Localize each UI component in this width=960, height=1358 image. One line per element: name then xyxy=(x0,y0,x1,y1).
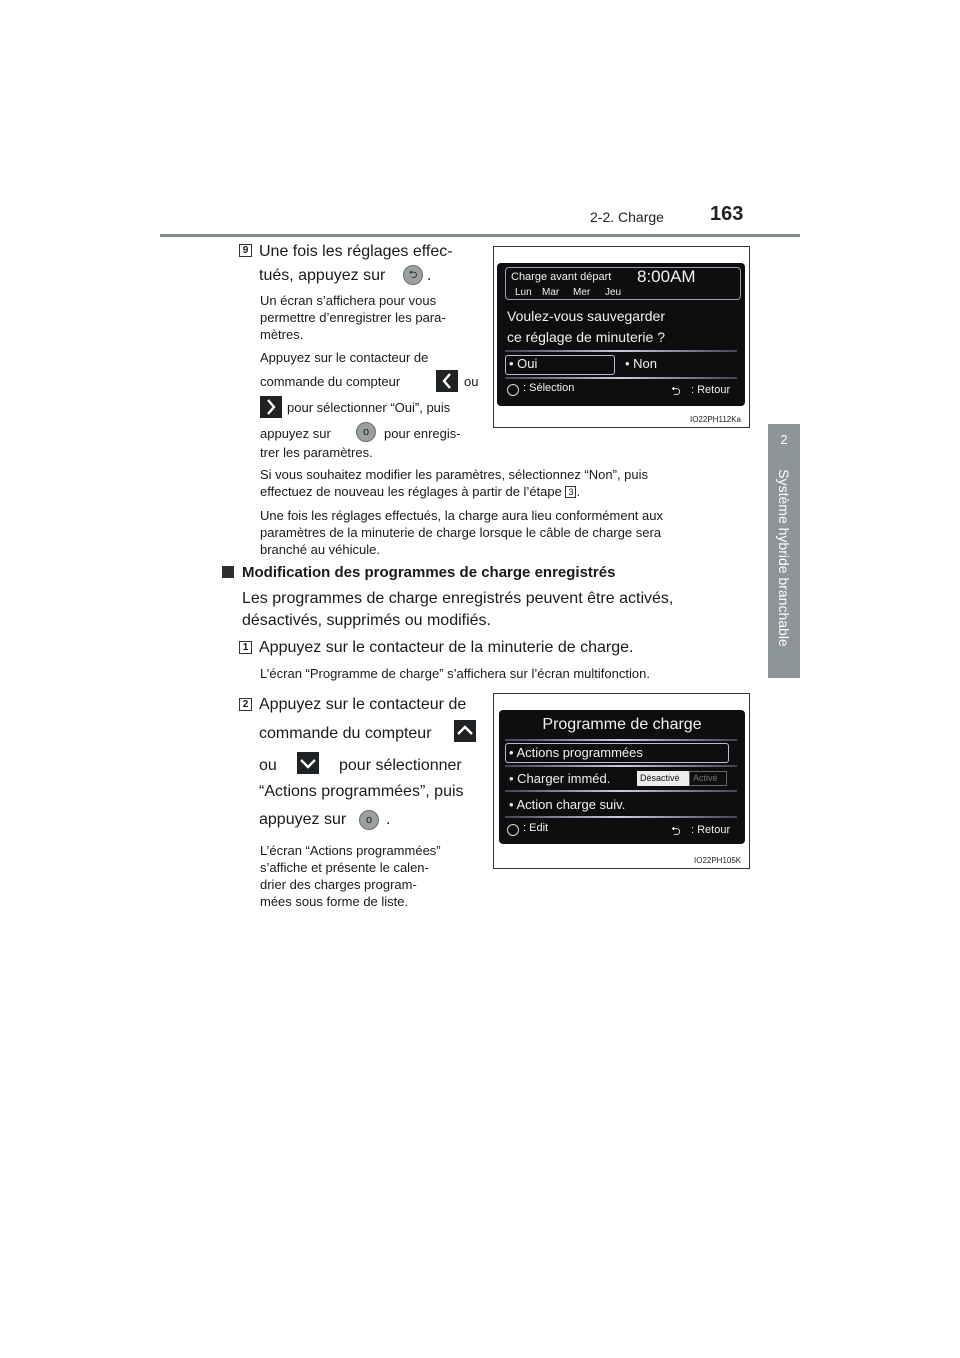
screen2-footer-back: : Retour xyxy=(691,824,731,836)
step2-note-line1: L’écran “Actions programmées” xyxy=(260,843,441,858)
screen1-day-2: Mar xyxy=(542,287,560,298)
screen1-option-yes: • Oui xyxy=(509,356,538,371)
return-arrow-icon: ⮌ xyxy=(671,824,681,838)
step-number-9: 9 xyxy=(239,244,252,257)
step9-line2-end: . xyxy=(427,267,432,284)
screen1-day-4: Jeu xyxy=(605,287,622,298)
chevron-up-icon xyxy=(454,720,476,742)
back-arrow-icon: ⮌ xyxy=(403,265,423,285)
screen2-title: Programme de charge xyxy=(542,716,702,733)
step2-note-line3: drier des charges program- xyxy=(260,877,417,892)
step2-line4: “Actions programmées”, puis xyxy=(259,783,464,800)
step-number-2: 2 xyxy=(239,698,252,711)
step-number-1: 1 xyxy=(239,641,252,654)
screen1-day-1: Lun xyxy=(515,287,532,298)
section-intro-line1: Les programmes de charge enregistrés peuvent être activés, xyxy=(242,590,674,607)
multi-info-display xyxy=(499,710,745,844)
multi-info-display xyxy=(497,263,745,406)
header-rule xyxy=(160,234,800,237)
step9-para2-or: ou xyxy=(464,374,479,389)
section-heading: Modification des programmes de charge enregistrés xyxy=(242,564,616,581)
step9-para3-line1: Si vous souhaitez modifier les paramètres, sélectionnez “Non”, puis xyxy=(260,467,649,482)
step9-para2-line2: commande du compteur xyxy=(260,374,401,389)
screen1-question-line1: Voulez-vous sauvegarder xyxy=(507,308,665,324)
screen2-code: IO22PH105K xyxy=(694,856,742,865)
screen2-footer-edit: : Edit xyxy=(523,822,549,834)
screen1-title: Charge avant départ xyxy=(511,271,612,283)
select-dial-icon xyxy=(507,824,519,836)
step9-line1: Une fois les réglages effec- xyxy=(259,243,453,260)
step2-line1: Appuyez sur le contacteur de xyxy=(259,696,467,713)
screen1-time: 8:00AM xyxy=(637,267,696,286)
step2-line2: commande du compteur xyxy=(259,725,432,742)
chapter-title: Système hybride branchable xyxy=(776,469,792,647)
step9-para4-line2: paramètres de la minuterie de charge lorsque le câble de charge sera xyxy=(260,525,662,540)
step2-line3-or: ou xyxy=(259,757,277,774)
screen2-toggle-off: Désactivé xyxy=(640,773,680,783)
step-ref-3: 3 xyxy=(565,486,576,498)
step2-note-line4: mées sous forme de liste. xyxy=(260,894,409,909)
step9-para2-line3: pour sélectionner “Oui”, puis xyxy=(287,400,451,415)
step9-para2-line1: Appuyez sur le contacteur de xyxy=(260,350,429,365)
step1-note: L’écran “Programme de charge” s’affichera sur l’écran multifonction. xyxy=(260,666,650,681)
step9-line2: tués, appuyez sur xyxy=(259,267,386,284)
select-dial-icon xyxy=(507,384,519,396)
section-intro-line2: désactivés, supprimés ou modifiés. xyxy=(242,612,491,629)
screen1-option-no: • Non xyxy=(625,356,658,371)
screen1-question-line2: ce réglage de minuterie ? xyxy=(507,329,665,345)
return-arrow-icon: ⮌ xyxy=(671,384,681,398)
step2-note-line2: s’affiche et présente le calen- xyxy=(260,860,429,875)
screen1-code: IO22PH112Ka xyxy=(690,415,741,424)
screen1-day-3: Mer xyxy=(573,287,591,298)
step9-para3-line2: effectuez de nouveau les réglages à partir de l’étape 3 . xyxy=(260,484,581,499)
page-number: 163 xyxy=(710,203,744,225)
chapter-number: 2 xyxy=(780,432,788,447)
screen1-footer-select: : Sélection xyxy=(523,382,575,394)
chevron-left-icon xyxy=(436,370,458,392)
screen2-item1: • Actions programmées xyxy=(509,745,643,760)
step2-line5-end: . xyxy=(386,811,391,828)
chevron-right-icon xyxy=(260,396,282,418)
step9-para2-line5: trer les paramètres. xyxy=(260,445,373,460)
screen2-item2: • Charger imméd. xyxy=(509,771,611,786)
enter-button-icon: o xyxy=(356,422,376,442)
step2-line3: pour sélectionner xyxy=(339,757,462,774)
step9-para4-line3: branché au véhicule. xyxy=(260,542,380,557)
chevron-down-icon xyxy=(297,752,319,774)
step9-para1-line2: permettre d’enregistrer les para- xyxy=(260,310,446,325)
step1-text: Appuyez sur le contacteur de la minuterie de charge. xyxy=(259,639,634,656)
screen-illustration-save-timer xyxy=(493,246,750,428)
screen-illustration-charge-program xyxy=(493,693,750,869)
step9-para1-line3: mètres. xyxy=(260,327,304,342)
section-title: 2-2. Charge xyxy=(590,209,664,225)
step9-para4-line1: Une fois les réglages effectués, la charge aura lieu conformément aux xyxy=(260,508,663,523)
step9-para2-line4-end: pour enregis- xyxy=(384,426,461,441)
step9-para2-line4: appuyez sur xyxy=(260,426,331,441)
screen1-footer-back: : Retour xyxy=(691,384,731,396)
enter-button-icon: o xyxy=(359,810,379,830)
screen2-item3: • Action charge suiv. xyxy=(509,797,626,812)
step9-para1-line1: Un écran s’affichera pour vous xyxy=(260,293,437,308)
screen2-toggle-on: Activé xyxy=(693,773,718,783)
step2-line5: appuyez sur xyxy=(259,811,347,828)
section-bullet xyxy=(222,566,234,578)
